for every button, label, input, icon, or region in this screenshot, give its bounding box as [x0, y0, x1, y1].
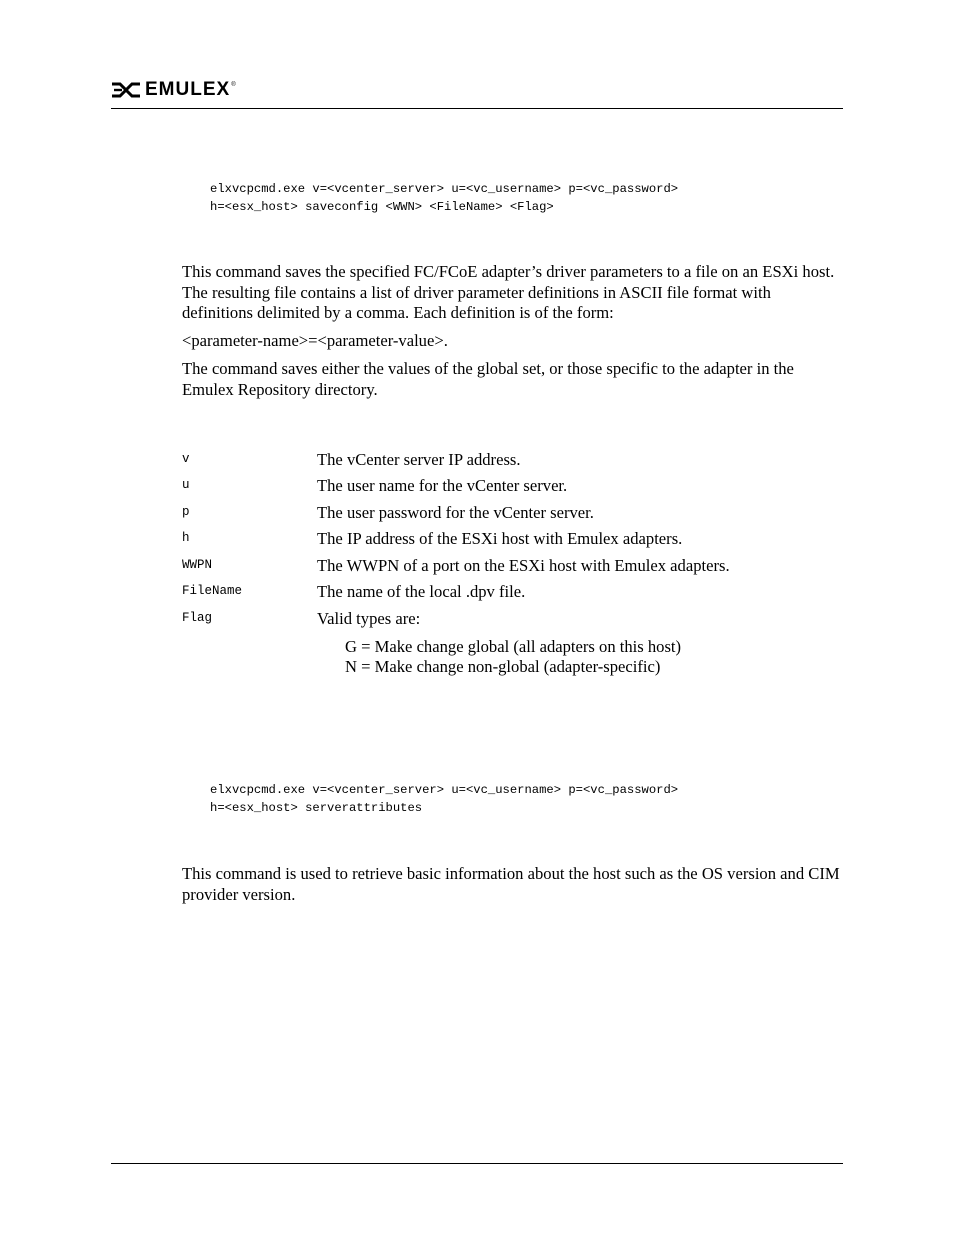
- parameter-name: h: [182, 531, 190, 545]
- parameter-row-h: [182, 529, 842, 551]
- parameter-name: FileName: [182, 584, 243, 598]
- parameter-row-flag: [182, 609, 842, 631]
- serverattributes-syntax-line-1: elxvcpcmd.exe v=<vcenter_server> u=<vc_username> p=<vc_password>: [210, 783, 679, 797]
- parameter-description: The name of the local .dpv file.: [317, 582, 526, 601]
- parameter-row-u: [182, 476, 842, 498]
- parameter-row-wwpn: [182, 556, 842, 578]
- serverattributes-description: This command is used to retrieve basic information about the host such as the OS version and CIM provider version.: [182, 864, 840, 904]
- parameter-row-p: [182, 503, 842, 525]
- header-rule: [111, 108, 843, 109]
- parameter-row-filename: [182, 582, 842, 604]
- emulex-mark-icon: [111, 81, 141, 99]
- parameter-description: The user password for the vCenter server.: [317, 503, 594, 522]
- saveconfig-syntax-line-2: h=<esx_host> saveconfig <WWN> <FileName> <Flag>: [210, 200, 554, 214]
- saveconfig-description-2: The command saves either the values of the global set, or those specific to the adapter in the Emulex Repository directory.: [182, 359, 794, 399]
- logo-trademark: ®: [231, 82, 236, 88]
- parameter-description: The WWPN of a port on the ESXi host with Emulex adapters.: [317, 556, 730, 575]
- parameter-description: Valid types are:: [317, 609, 421, 628]
- parameter-name: WWPN: [182, 558, 213, 572]
- logo-wordmark: EMULEX: [145, 79, 231, 100]
- flag-option-non-global: N = Make change non-global (adapter-specific): [345, 657, 661, 676]
- parameter-description: The user name for the vCenter server.: [317, 476, 568, 495]
- parameter-name: u: [182, 478, 190, 492]
- serverattributes-syntax-line-2: h=<esx_host> serverattributes: [210, 801, 423, 815]
- parameter-name: v: [182, 452, 190, 466]
- saveconfig-description: This command saves the specified FC/FCoE adapter’s driver parameters to a file on an ESXi host. The resulting file contains a list of driver parameter definitions in ASCII file format with definitions delimited by a comma. Each definition is of the form:: [182, 262, 835, 322]
- parameter-description: The IP address of the ESXi host with Emulex adapters.: [317, 529, 683, 548]
- flag-option-global: G = Make change global (all adapters on this host): [345, 637, 682, 656]
- parameter-name: p: [182, 505, 190, 519]
- parameter-description: The vCenter server IP address.: [317, 450, 521, 469]
- emulex-logo: [111, 79, 236, 101]
- saveconfig-syntax-line-1: elxvcpcmd.exe v=<vcenter_server> u=<vc_username> p=<vc_password>: [210, 182, 679, 196]
- saveconfig-definition-form: <parameter-name>=<parameter-value>.: [182, 331, 448, 350]
- parameter-row-v: [182, 450, 842, 472]
- parameter-name: Flag: [182, 611, 213, 625]
- footer-rule: [111, 1163, 843, 1164]
